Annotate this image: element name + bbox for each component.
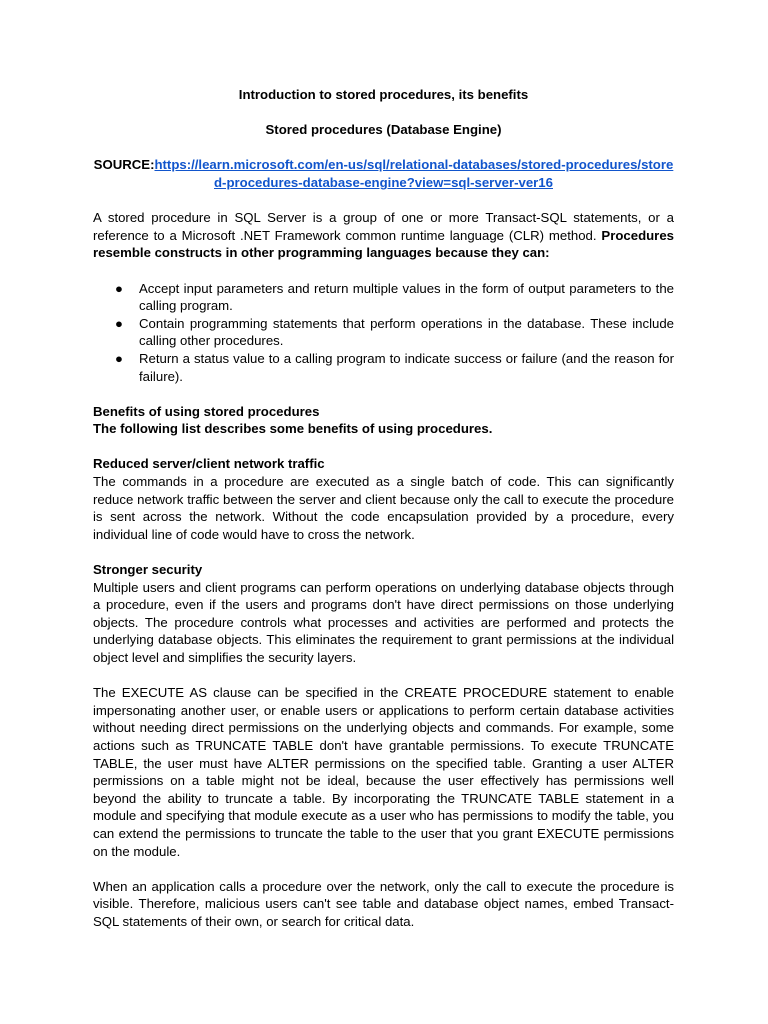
list-item-text: Contain programming statements that perform operations in the database. These include calling other procedures. — [139, 315, 674, 349]
section-body-security: Multiple users and client programs can perform operations on underlying database objects through a procedure, even if the users and programs don't have direct permissions on those underlying objects. The procedure controls what processes and activities are performed and protects the underlying database objects. This eliminates the requirement to grant permissions at the individual object level and simplifies the security layers. — [93, 579, 674, 665]
bullet-icon: ● — [115, 350, 123, 366]
intro-paragraph — [93, 209, 674, 262]
spacer — [93, 543, 674, 561]
list-item-text: Return a status value to a calling program to indicate success or failure (and the reason for failure). — [139, 350, 674, 384]
spacer — [93, 667, 674, 685]
source-link[interactable]: https://learn.microsoft.com/en-us/sql/relational-databases/stored-procedures/stored-procedures-database-engine?view=sql-server-ver16 — [154, 157, 674, 190]
list-item-text: Accept input parameters and return multiple values in the form of output parameters to the calling program. — [139, 280, 674, 314]
list-item — [93, 315, 674, 350]
list-item — [93, 350, 674, 385]
spacer — [93, 860, 674, 878]
bullet-icon: ● — [115, 280, 123, 296]
section-heading-security: Stronger security — [93, 562, 203, 578]
section-security-network-call: When an application calls a procedure over the network, only the call to execute the procedure is visible. Therefore, malicious users can't see table and database object names, embed Transact-SQL statements of their own, or search for critical data. — [93, 878, 674, 929]
spacer — [93, 438, 674, 456]
section-body-network-traffic: The commands in a procedure are executed as a single batch of code. This can significantly reduce network traffic between the server and client because only the call to execute the procedure is sent across the network. Without the code encapsulation provided by a procedure, every individual line of code would have to cross the network. — [93, 474, 674, 542]
intro-bold-text: Procedures resemble constructs in other programming languages because they can: — [93, 227, 674, 261]
document-title: Introduction to stored procedures, its benefits — [238, 87, 529, 102]
benefits-heading: Benefits of using stored procedures — [93, 403, 320, 419]
section-heading-network-traffic: Reduced server/client network traffic — [93, 456, 325, 472]
section-security-execute-as: The EXECUTE AS clause can be specified in the CREATE PROCEDURE statement to enable impersonating another user, or enable users or applications to perform certain database activities without needing direct permissions on the underlying objects and commands. For example, some actions such as TRUNCATE TABLE don't have grantable permissions. To execute TRUNCATE TABLE, the user must have ALTER permissions on the specified table. Granting a user ALTER permissions on a table might not be ideal, because the user effectively has permissions well beyond the ability to truncate a table. By incorporating the TRUNCATE TABLE statement in a module and specifying that module execute as a user who has permissions to modify the table, you can extend the permissions to truncate the table to the user that you grant EXECUTE permissions on the module. — [93, 685, 674, 859]
bullet-icon: ● — [115, 315, 123, 331]
procedure-capabilities-list — [93, 280, 674, 386]
source-label: SOURCE: — [93, 157, 155, 173]
source-line — [93, 156, 674, 191]
benefits-intro: The following list describes some benefits of using procedures. — [93, 421, 493, 437]
intro-text: A stored procedure in SQL Server is a group of one or more Transact-SQL statements, or a reference to a Microsoft .NET Framework common runtime language (CLR) method. — [93, 210, 674, 243]
document-page — [93, 86, 674, 931]
list-item — [93, 280, 674, 315]
document-subtitle: Stored procedures (Database Engine) — [265, 122, 502, 138]
